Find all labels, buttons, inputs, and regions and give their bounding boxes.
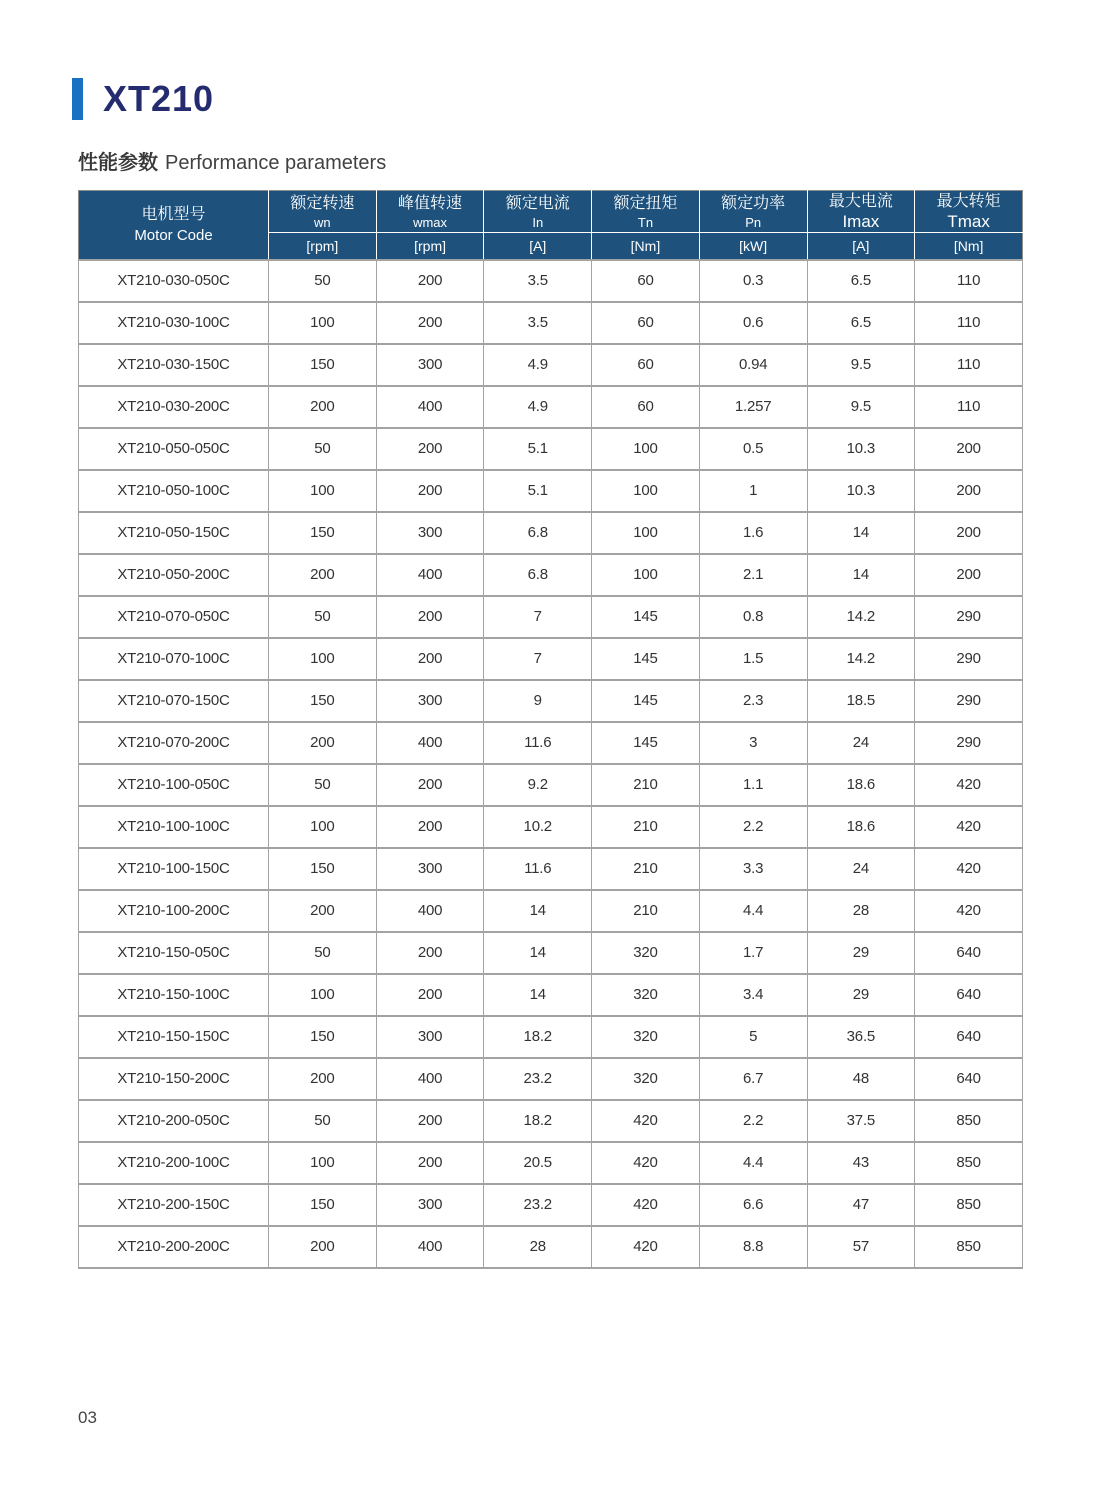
cell-value: 3 bbox=[699, 722, 807, 764]
cell-motor-code: XT210-100-150C bbox=[79, 848, 269, 890]
cell-value: 110 bbox=[915, 302, 1023, 344]
col-header-pn bbox=[699, 191, 807, 233]
cell-value: 210 bbox=[592, 890, 700, 932]
cell-value: 150 bbox=[269, 1016, 377, 1058]
cell-value: 145 bbox=[592, 722, 700, 764]
cell-value: 420 bbox=[592, 1226, 700, 1268]
col-header-tmax bbox=[915, 191, 1023, 233]
cell-motor-code: XT210-030-100C bbox=[79, 302, 269, 344]
cell-value: 150 bbox=[269, 848, 377, 890]
cell-value: 14 bbox=[807, 554, 915, 596]
col-label-zh: 额定转速 bbox=[290, 194, 355, 212]
cell-motor-code: XT210-070-100C bbox=[79, 638, 269, 680]
cell-value: 2.3 bbox=[699, 680, 807, 722]
table-body bbox=[79, 260, 1023, 1268]
cell-value: 3.4 bbox=[699, 974, 807, 1016]
cell-value: 20.5 bbox=[484, 1142, 592, 1184]
cell-value: 300 bbox=[376, 512, 484, 554]
cell-value: 9.2 bbox=[484, 764, 592, 806]
cell-value: 400 bbox=[376, 386, 484, 428]
page-title: XT210 bbox=[103, 78, 215, 119]
cell-motor-code: XT210-100-100C bbox=[79, 806, 269, 848]
cell-value: 400 bbox=[376, 554, 484, 596]
col-header-wn bbox=[269, 191, 377, 233]
cell-value: 200 bbox=[269, 722, 377, 764]
table-row bbox=[79, 470, 1023, 512]
table-row bbox=[79, 1016, 1023, 1058]
cell-value: 320 bbox=[592, 932, 700, 974]
table-row bbox=[79, 428, 1023, 470]
cell-value: 60 bbox=[592, 344, 700, 386]
cell-value: 0.8 bbox=[699, 596, 807, 638]
table-row bbox=[79, 1184, 1023, 1226]
table-row bbox=[79, 932, 1023, 974]
cell-value: 200 bbox=[376, 428, 484, 470]
cell-value: 100 bbox=[592, 470, 700, 512]
table-row bbox=[79, 974, 1023, 1016]
cell-value: 28 bbox=[484, 1226, 592, 1268]
cell-value: 145 bbox=[592, 638, 700, 680]
col-label-symbol: In bbox=[532, 214, 544, 230]
cell-value: 57 bbox=[807, 1226, 915, 1268]
cell-value: 300 bbox=[376, 680, 484, 722]
cell-value: 6.7 bbox=[699, 1058, 807, 1100]
col-label-zh: 额定扭矩 bbox=[613, 194, 678, 212]
col-label-symbol: wmax bbox=[413, 214, 448, 230]
cell-value: 210 bbox=[592, 806, 700, 848]
cell-value: 100 bbox=[269, 974, 377, 1016]
cell-value: 5.1 bbox=[484, 428, 592, 470]
cell-value: 60 bbox=[592, 302, 700, 344]
cell-value: 300 bbox=[376, 344, 484, 386]
table-row bbox=[79, 848, 1023, 890]
cell-value: 0.94 bbox=[699, 344, 807, 386]
cell-motor-code: XT210-150-200C bbox=[79, 1058, 269, 1100]
cell-value: 14.2 bbox=[807, 638, 915, 680]
cell-value: 300 bbox=[376, 1016, 484, 1058]
cell-value: 6.5 bbox=[807, 260, 915, 302]
col-label-symbol: Tn bbox=[637, 214, 654, 230]
cell-value: 0.6 bbox=[699, 302, 807, 344]
cell-value: 6.8 bbox=[484, 554, 592, 596]
cell-value: 24 bbox=[807, 848, 915, 890]
table-row bbox=[79, 1226, 1023, 1268]
cell-value: 18.6 bbox=[807, 764, 915, 806]
cell-value: 29 bbox=[807, 974, 915, 1016]
cell-value: 50 bbox=[269, 1100, 377, 1142]
table-row bbox=[79, 638, 1023, 680]
cell-value: 200 bbox=[915, 512, 1023, 554]
cell-value: 48 bbox=[807, 1058, 915, 1100]
table-row bbox=[79, 512, 1023, 554]
cell-value: 200 bbox=[376, 470, 484, 512]
cell-value: 23.2 bbox=[484, 1058, 592, 1100]
table-row bbox=[79, 764, 1023, 806]
cell-value: 3.3 bbox=[699, 848, 807, 890]
cell-motor-code: XT210-070-050C bbox=[79, 596, 269, 638]
cell-value: 290 bbox=[915, 680, 1023, 722]
col-label-symbol: Tmax bbox=[947, 212, 990, 231]
cell-value: 1.6 bbox=[699, 512, 807, 554]
cell-value: 300 bbox=[376, 848, 484, 890]
cell-value: 200 bbox=[915, 554, 1023, 596]
cell-value: 14 bbox=[807, 512, 915, 554]
cell-value: 43 bbox=[807, 1142, 915, 1184]
cell-motor-code: XT210-070-150C bbox=[79, 680, 269, 722]
cell-motor-code: XT210-050-100C bbox=[79, 470, 269, 512]
cell-value: 14 bbox=[484, 932, 592, 974]
cell-value: 50 bbox=[269, 596, 377, 638]
cell-value: 850 bbox=[915, 1184, 1023, 1226]
cell-value: 29 bbox=[807, 932, 915, 974]
col-unit-tn: [Nm] bbox=[592, 233, 700, 260]
table-header bbox=[79, 191, 1023, 260]
col-unit-wmax: [rpm] bbox=[376, 233, 484, 260]
cell-value: 11.6 bbox=[484, 722, 592, 764]
cell-value: 640 bbox=[915, 1016, 1023, 1058]
section-title-zh: 性能参数 bbox=[78, 152, 158, 174]
cell-value: 320 bbox=[592, 974, 700, 1016]
col-label-symbol: wn bbox=[314, 214, 331, 230]
cell-value: 200 bbox=[376, 806, 484, 848]
table-row bbox=[79, 1100, 1023, 1142]
cell-value: 640 bbox=[915, 1058, 1023, 1100]
cell-value: 200 bbox=[376, 974, 484, 1016]
cell-value: 200 bbox=[376, 1142, 484, 1184]
table-row bbox=[79, 680, 1023, 722]
table-row bbox=[79, 344, 1023, 386]
cell-motor-code: XT210-200-050C bbox=[79, 1100, 269, 1142]
cell-motor-code: XT210-200-150C bbox=[79, 1184, 269, 1226]
table-row bbox=[79, 260, 1023, 302]
cell-value: 100 bbox=[269, 302, 377, 344]
cell-value: 400 bbox=[376, 890, 484, 932]
table-row bbox=[79, 554, 1023, 596]
cell-value: 3.5 bbox=[484, 260, 592, 302]
cell-value: 3.5 bbox=[484, 302, 592, 344]
cell-value: 1.7 bbox=[699, 932, 807, 974]
title-accent-bar bbox=[72, 78, 83, 120]
cell-value: 320 bbox=[592, 1058, 700, 1100]
cell-value: 200 bbox=[376, 638, 484, 680]
cell-value: 200 bbox=[376, 260, 484, 302]
col-unit-imax: [A] bbox=[807, 233, 915, 260]
cell-value: 1.257 bbox=[699, 386, 807, 428]
cell-value: 0.3 bbox=[699, 260, 807, 302]
performance-table bbox=[78, 190, 1023, 1269]
cell-value: 18.2 bbox=[484, 1100, 592, 1142]
cell-value: 7 bbox=[484, 596, 592, 638]
cell-value: 290 bbox=[915, 638, 1023, 680]
cell-value: 210 bbox=[592, 764, 700, 806]
cell-value: 420 bbox=[915, 806, 1023, 848]
cell-value: 18.6 bbox=[807, 806, 915, 848]
cell-value: 37.5 bbox=[807, 1100, 915, 1142]
cell-value: 6.6 bbox=[699, 1184, 807, 1226]
motor-code-label-en: Motor Code bbox=[134, 227, 213, 245]
cell-value: 28 bbox=[807, 890, 915, 932]
cell-value: 145 bbox=[592, 680, 700, 722]
cell-value: 150 bbox=[269, 1184, 377, 1226]
table-row bbox=[79, 386, 1023, 428]
cell-motor-code: XT210-030-050C bbox=[79, 260, 269, 302]
table-row bbox=[79, 1142, 1023, 1184]
cell-motor-code: XT210-100-200C bbox=[79, 890, 269, 932]
cell-value: 4.4 bbox=[699, 890, 807, 932]
cell-value: 100 bbox=[269, 638, 377, 680]
cell-value: 200 bbox=[269, 1226, 377, 1268]
cell-value: 18.5 bbox=[807, 680, 915, 722]
cell-value: 100 bbox=[269, 470, 377, 512]
col-label-zh: 额定电流 bbox=[505, 194, 570, 212]
page-title-block bbox=[72, 78, 214, 120]
cell-value: 18.2 bbox=[484, 1016, 592, 1058]
cell-value: 200 bbox=[915, 428, 1023, 470]
cell-value: 10.3 bbox=[807, 428, 915, 470]
cell-value: 9.5 bbox=[807, 344, 915, 386]
col-label-zh: 额定功率 bbox=[721, 194, 786, 212]
cell-value: 50 bbox=[269, 764, 377, 806]
cell-value: 150 bbox=[269, 512, 377, 554]
cell-value: 4.4 bbox=[699, 1142, 807, 1184]
cell-value: 11.6 bbox=[484, 848, 592, 890]
cell-value: 2.2 bbox=[699, 806, 807, 848]
cell-value: 4.9 bbox=[484, 386, 592, 428]
cell-value: 10.2 bbox=[484, 806, 592, 848]
col-unit-pn: [kW] bbox=[699, 233, 807, 260]
cell-value: 420 bbox=[592, 1142, 700, 1184]
table-row bbox=[79, 806, 1023, 848]
cell-value: 50 bbox=[269, 428, 377, 470]
header-label-row bbox=[79, 191, 1023, 233]
cell-value: 850 bbox=[915, 1142, 1023, 1184]
cell-value: 200 bbox=[269, 386, 377, 428]
cell-value: 420 bbox=[915, 890, 1023, 932]
cell-value: 36.5 bbox=[807, 1016, 915, 1058]
cell-value: 6.5 bbox=[807, 302, 915, 344]
cell-value: 60 bbox=[592, 260, 700, 302]
cell-value: 420 bbox=[592, 1184, 700, 1226]
cell-value: 400 bbox=[376, 1058, 484, 1100]
col-header-motor-code bbox=[79, 191, 269, 260]
cell-value: 850 bbox=[915, 1226, 1023, 1268]
cell-motor-code: XT210-200-200C bbox=[79, 1226, 269, 1268]
cell-value: 9.5 bbox=[807, 386, 915, 428]
cell-value: 320 bbox=[592, 1016, 700, 1058]
cell-value: 50 bbox=[269, 260, 377, 302]
cell-value: 200 bbox=[915, 470, 1023, 512]
col-label-zh: 最大电流 bbox=[828, 193, 893, 210]
cell-motor-code: XT210-150-150C bbox=[79, 1016, 269, 1058]
cell-motor-code: XT210-050-200C bbox=[79, 554, 269, 596]
cell-value: 290 bbox=[915, 596, 1023, 638]
cell-value: 110 bbox=[915, 260, 1023, 302]
cell-value: 24 bbox=[807, 722, 915, 764]
cell-motor-code: XT210-050-150C bbox=[79, 512, 269, 554]
cell-value: 100 bbox=[592, 428, 700, 470]
cell-value: 60 bbox=[592, 386, 700, 428]
section-title-en: Performance parameters bbox=[165, 152, 387, 174]
table-row bbox=[79, 1058, 1023, 1100]
cell-value: 200 bbox=[376, 764, 484, 806]
cell-value: 400 bbox=[376, 722, 484, 764]
table-row bbox=[79, 890, 1023, 932]
cell-value: 110 bbox=[915, 344, 1023, 386]
cell-value: 150 bbox=[269, 344, 377, 386]
cell-value: 640 bbox=[915, 932, 1023, 974]
table-row bbox=[79, 302, 1023, 344]
cell-value: 150 bbox=[269, 680, 377, 722]
col-label-symbol: Imax bbox=[842, 212, 880, 231]
cell-value: 1.5 bbox=[699, 638, 807, 680]
section-heading bbox=[78, 146, 386, 175]
cell-value: 200 bbox=[376, 302, 484, 344]
cell-value: 5.1 bbox=[484, 470, 592, 512]
cell-value: 10.3 bbox=[807, 470, 915, 512]
cell-value: 100 bbox=[592, 512, 700, 554]
cell-value: 8.8 bbox=[699, 1226, 807, 1268]
cell-value: 1.1 bbox=[699, 764, 807, 806]
cell-motor-code: XT210-100-050C bbox=[79, 764, 269, 806]
cell-value: 5 bbox=[699, 1016, 807, 1058]
table-row bbox=[79, 722, 1023, 764]
col-header-wmax bbox=[376, 191, 484, 233]
col-header-imax bbox=[807, 191, 915, 233]
cell-motor-code: XT210-150-100C bbox=[79, 974, 269, 1016]
col-header-tn bbox=[592, 191, 700, 233]
cell-value: 420 bbox=[915, 848, 1023, 890]
cell-motor-code: XT210-050-050C bbox=[79, 428, 269, 470]
cell-value: 200 bbox=[269, 890, 377, 932]
cell-value: 100 bbox=[269, 806, 377, 848]
cell-value: 640 bbox=[915, 974, 1023, 1016]
table-row bbox=[79, 596, 1023, 638]
cell-value: 2.2 bbox=[699, 1100, 807, 1142]
cell-value: 2.1 bbox=[699, 554, 807, 596]
cell-value: 200 bbox=[376, 1100, 484, 1142]
col-label-zh: 峰值转速 bbox=[398, 194, 463, 212]
cell-value: 110 bbox=[915, 386, 1023, 428]
cell-value: 145 bbox=[592, 596, 700, 638]
cell-value: 4.9 bbox=[484, 344, 592, 386]
col-label-zh: 最大转矩 bbox=[936, 193, 1001, 210]
cell-value: 100 bbox=[592, 554, 700, 596]
cell-value: 200 bbox=[376, 596, 484, 638]
cell-motor-code: XT210-030-200C bbox=[79, 386, 269, 428]
cell-value: 300 bbox=[376, 1184, 484, 1226]
col-unit-wn: [rpm] bbox=[269, 233, 377, 260]
cell-value: 400 bbox=[376, 1226, 484, 1268]
cell-motor-code: XT210-070-200C bbox=[79, 722, 269, 764]
cell-motor-code: XT210-200-100C bbox=[79, 1142, 269, 1184]
cell-value: 100 bbox=[269, 1142, 377, 1184]
cell-motor-code: XT210-150-050C bbox=[79, 932, 269, 974]
cell-value: 200 bbox=[269, 554, 377, 596]
cell-value: 420 bbox=[592, 1100, 700, 1142]
cell-value: 14 bbox=[484, 974, 592, 1016]
col-label-symbol: Pn bbox=[745, 214, 762, 230]
cell-value: 14 bbox=[484, 890, 592, 932]
cell-motor-code: XT210-030-150C bbox=[79, 344, 269, 386]
cell-value: 200 bbox=[269, 1058, 377, 1100]
cell-value: 290 bbox=[915, 722, 1023, 764]
cell-value: 23.2 bbox=[484, 1184, 592, 1226]
cell-value: 6.8 bbox=[484, 512, 592, 554]
col-unit-in: [A] bbox=[484, 233, 592, 260]
cell-value: 9 bbox=[484, 680, 592, 722]
cell-value: 47 bbox=[807, 1184, 915, 1226]
cell-value: 7 bbox=[484, 638, 592, 680]
cell-value: 420 bbox=[915, 764, 1023, 806]
motor-code-label-zh: 电机型号 bbox=[141, 206, 206, 224]
cell-value: 850 bbox=[915, 1100, 1023, 1142]
col-header-in bbox=[484, 191, 592, 233]
cell-value: 14.2 bbox=[807, 596, 915, 638]
cell-value: 1 bbox=[699, 470, 807, 512]
cell-value: 50 bbox=[269, 932, 377, 974]
cell-value: 0.5 bbox=[699, 428, 807, 470]
col-unit-tmax: [Nm] bbox=[915, 233, 1023, 260]
page-number: 03 bbox=[78, 1408, 97, 1427]
cell-value: 200 bbox=[376, 932, 484, 974]
cell-value: 210 bbox=[592, 848, 700, 890]
